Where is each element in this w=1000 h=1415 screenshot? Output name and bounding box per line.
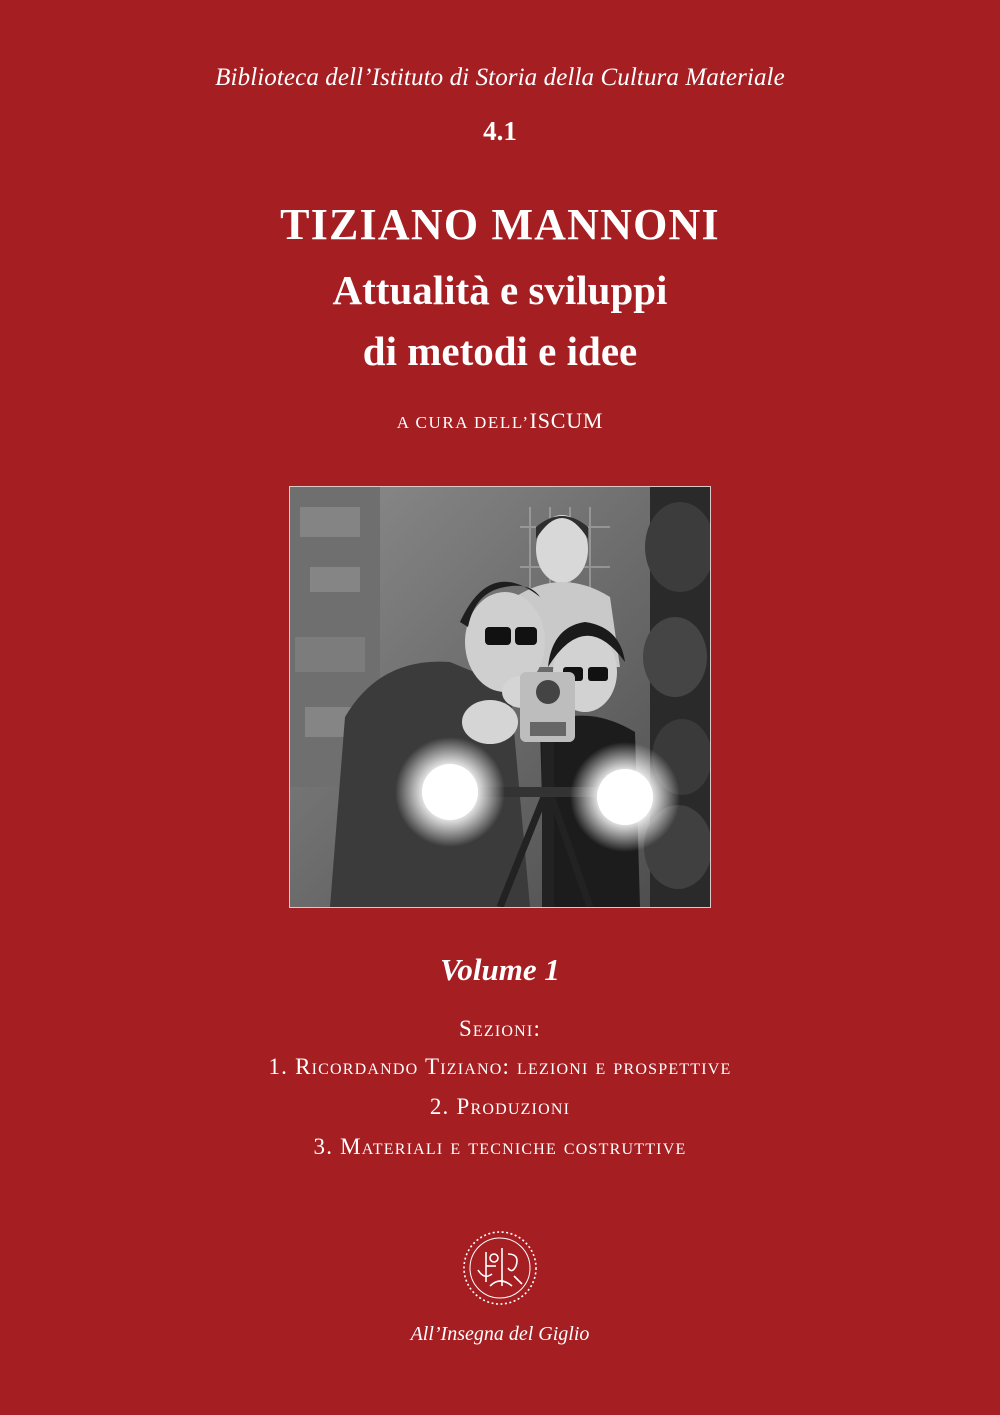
series-number: 4.1 (483, 116, 517, 146)
author-name: TIZIANO MANNONI (280, 200, 720, 249)
publisher-logo (456, 1224, 544, 1312)
editor-name: ISCUM (529, 408, 604, 433)
section-item-2: 2. Produzioni (429, 1094, 571, 1119)
book-title-line-1: Attualità e sviluppi (332, 267, 668, 313)
volume-number: Volume 1 (440, 952, 560, 987)
publisher-name: All’Insegna del Giglio (410, 1323, 590, 1345)
sections-heading: Sezioni: (458, 1016, 542, 1041)
cover-photo (289, 486, 711, 908)
book-title-line-2: di metodi e idee (362, 328, 638, 374)
editor-prefix: A CURA DELL’ (396, 413, 530, 432)
editor-credit (0, 408, 1000, 434)
section-item-1: 1. Ricordando Tiziano: lezioni e prospettive (268, 1054, 732, 1079)
series-title: Biblioteca dell’Istituto di Storia della Cultura Materiale (215, 64, 785, 91)
section-item-3: 3. Materiali e tecniche costruttive (313, 1134, 687, 1159)
